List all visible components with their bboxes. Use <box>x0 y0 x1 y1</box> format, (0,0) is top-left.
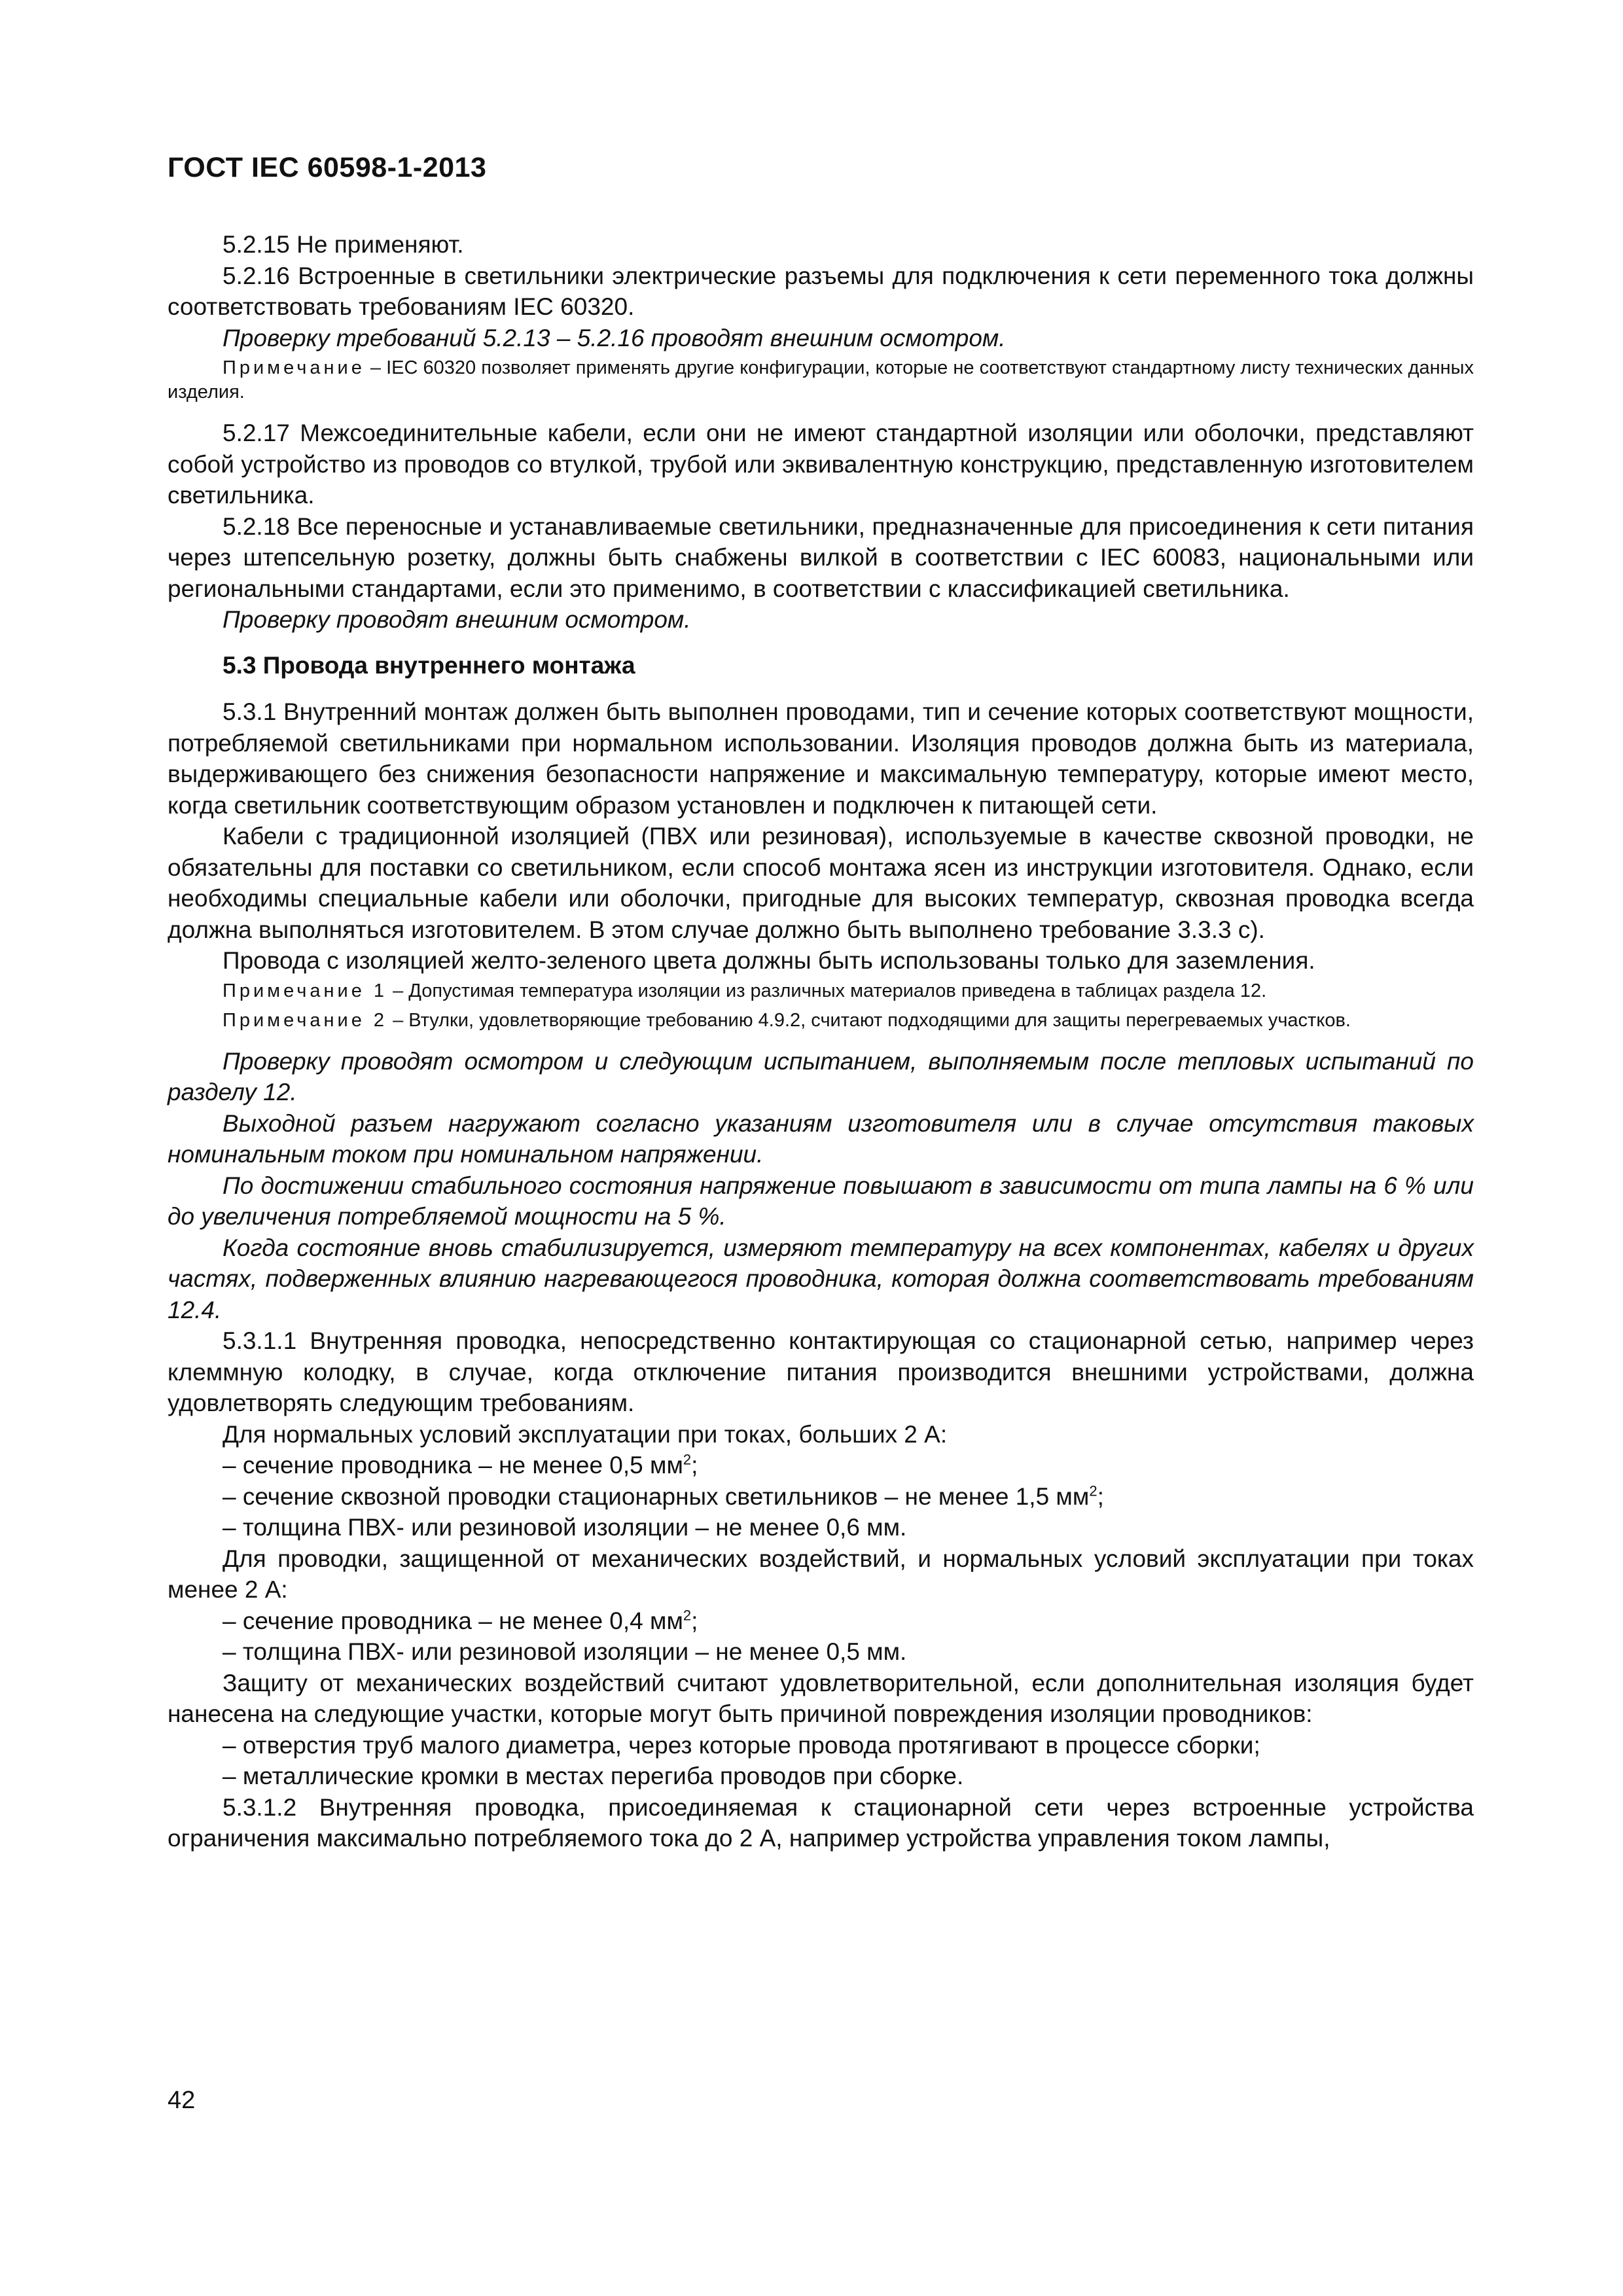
list-item-text: – сечение сквозной проводки стационарных светильников – не менее 1,5 мм <box>223 1482 1090 1510</box>
list-item <box>168 1605 1474 1637</box>
verification-visual: Проверку проводят внешним осмотром. <box>223 606 691 633</box>
paragraph-normal-conditions: Для нормальных условий эксплуатации при токах, больших 2 А: <box>223 1420 948 1448</box>
test-paragraph-2: Выходной разъем нагружают согласно указаниям изготовителя или в случае отсутствия таковых номинальным током при номинальном напряжении. <box>168 1109 1474 1168</box>
list-item-text: – сечение проводника – не менее 0,5 мм <box>223 1452 683 1479</box>
test-paragraph-1: Проверку проводят осмотром и следующим испытанием, выполняемым после тепловых испытаний по разделу 12. <box>168 1047 1474 1105</box>
paragraph-cables: Кабели с традиционной изоляцией (ПВХ или резиновая), используемые в качестве сквозной проводки, не обязательны для поставки со светильником, если способ монтажа ясен из инструкции изготовителя. Однако, если необходимы специальные кабели или оболочки, пригодные для высоких температур, сквозная проводка всегда должна выполняться изготовителем. В этом случае должно быть выполнено требование 3.3.3 с). <box>168 823 1474 943</box>
clause-5-2-18: 5.2.18 Все переносные и устанавливаемые светильники, предназначенные для присоединения к сети питания через штепсельную розетку, должны быть снабжены вилкой в соответствии с IEC 60083, национальными или региональными стандартами, если это применимо, в соответствии с классификацией светильника. <box>168 512 1474 602</box>
paragraph-yellow-green: Провода с изоляцией желто-зеленого цвета должны быть использованы только для заземления. <box>223 947 1315 974</box>
superscript: 2 <box>683 1451 692 1468</box>
clause-5-3-1-1: 5.3.1.1 Внутренняя проводка, непосредственно контактирующая со стационарной сетью, например через клеммную колодку, в случае, когда отключение питания производится внешними устройствами, должна удовлетворять следующим требованиям. <box>168 1327 1474 1416</box>
note-lead: Примечание <box>223 357 365 378</box>
document-header: ГОСТ IEC 60598-1-2013 <box>168 152 487 183</box>
list-item: – металлические кромки в местах перегиба проводов при сборке. <box>223 1763 964 1789</box>
note-2 <box>168 1009 1474 1033</box>
list-item-end: ; <box>691 1452 698 1479</box>
list-item: – отверстия труб малого диаметра, через которые провода протягивают в процессе сборки; <box>223 1731 1260 1759</box>
list-item <box>168 1450 1474 1481</box>
note-lead: Примечание 1 <box>223 980 388 1001</box>
clause-5-2-17: 5.2.17 Межсоединительные кабели, если они не имеют стандартной изоляции или оболочки, представляют собой устройство из проводов со втулкой, трубой или эквивалентную конструкцию, представленную изготовителем светильника. <box>168 420 1474 509</box>
clause-5-2-15: 5.2.15 Не применяют. <box>223 231 464 258</box>
list-item-end: ; <box>691 1607 698 1634</box>
test-paragraph-3: По достижении стабильного состояния напряжение повышают в зависимости от типа лампы на 6 % или до увеличения потребляемой мощности на 5 %. <box>168 1172 1474 1230</box>
clause-5-3-1-2: 5.3.1.2 Внутренняя проводка, присоединяемая к стационарной сети через встроенные устройства ограничения максимально потребляемого тока до 2 А, например устройства управления током лампы, <box>168 1793 1474 1852</box>
list-item: – толщина ПВХ- или резиновой изоляции – не менее 0,6 мм. <box>223 1514 907 1541</box>
verification-5-2-13-16: Проверку требований 5.2.13 – 5.2.16 проводят внешним осмотром. <box>223 324 1006 351</box>
note-iec-60320 <box>168 356 1474 404</box>
document-body <box>168 229 1474 1854</box>
list-item: – толщина ПВХ- или резиновой изоляции – не менее 0,5 мм. <box>223 1638 907 1665</box>
paragraph-mechanical-protection: Защиту от механических воздействий считают удовлетворительной, если дополнительная изоляция будет нанесена на следующие участки, которые могут быть причиной повреждения изоляции проводников: <box>168 1669 1474 1727</box>
superscript: 2 <box>1089 1482 1097 1499</box>
test-paragraph-4: Когда состояние вновь стабилизируется, измеряют температуру на всех компонентах, кабелях и других частях, подверженных влиянию нагревающегося проводника, которая должна соответствовать требованиям 12.4. <box>168 1234 1474 1323</box>
superscript: 2 <box>683 1607 692 1624</box>
paragraph-protected-wiring: Для проводки, защищенной от механических воздействий, и нормальных условий эксплуатации при токах менее 2 А: <box>168 1545 1474 1603</box>
page-number: 42 <box>168 2087 196 2114</box>
clause-5-3-1: 5.3.1 Внутренний монтаж должен быть выполнен проводами, тип и сечение которых соответствуют мощности, потребляемой светильниками при нормальном использовании. Изоляция проводов должна быть из материала, выдерживающего без снижения безопасности напряжение и максимальную температуру, которые имеют место, когда светильник соответствующим образом установлен и подключен к питающей сети. <box>168 698 1474 819</box>
note-1 <box>168 979 1474 1003</box>
note-text: – Допустимая температура изоляции из различных материалов приведена в таблицах раздела 12. <box>387 980 1267 1001</box>
note-text: – IEC 60320 позволяет применять другие конфигурации, которые не соответствуют стандартному листу технических данных изделия. <box>168 357 1474 403</box>
clause-5-2-16: 5.2.16 Встроенные в светильники электрические разъемы для подключения к сети переменного тока должны соответствовать требованиям IEC 60320. <box>168 262 1474 320</box>
note-lead: Примечание 2 <box>223 1009 388 1031</box>
note-text: – Втулки, удовлетворяющие требованию 4.9.2, считают подходящими для защиты перегреваемых участков. <box>387 1009 1351 1031</box>
list-item <box>168 1481 1474 1513</box>
section-heading-5-3: 5.3 Провода внутреннего монтажа <box>223 651 635 679</box>
list-item-text: – сечение проводника – не менее 0,4 мм <box>223 1607 683 1634</box>
list-item-end: ; <box>1097 1482 1104 1510</box>
